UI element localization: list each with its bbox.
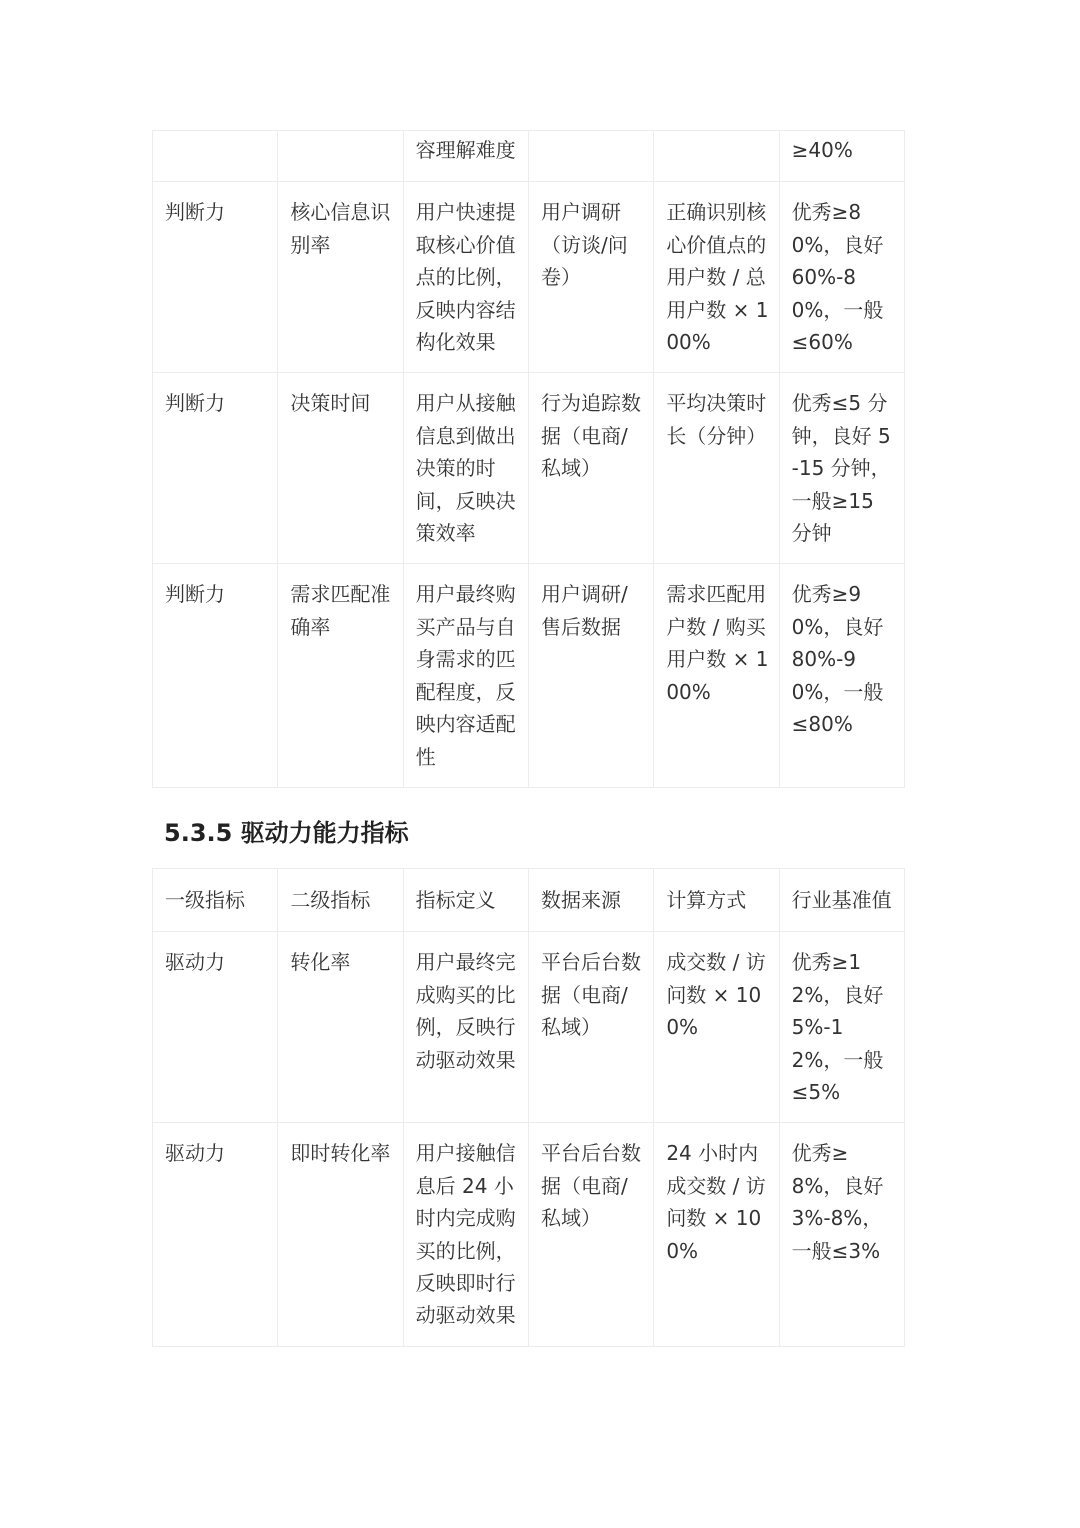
cell-formula: 需求匹配用户数 / 购买用户数 × 100% bbox=[654, 564, 779, 787]
cell-level2: 即时转化率 bbox=[278, 1123, 403, 1346]
cell-benchmark: ≥40% bbox=[779, 131, 904, 182]
header-level2: 二级指标 bbox=[278, 869, 403, 932]
cell-level2 bbox=[278, 131, 403, 182]
header-benchmark: 行业基准值 bbox=[779, 869, 904, 932]
table-row bbox=[153, 373, 905, 564]
header-formula: 计算方式 bbox=[654, 869, 779, 932]
cell-level2: 需求匹配准确率 bbox=[278, 564, 403, 787]
table-row bbox=[153, 932, 905, 1123]
cell-level1: 驱动力 bbox=[153, 1123, 278, 1346]
table-row bbox=[153, 1123, 905, 1346]
cell-benchmark: 优秀≥12%，良好 5%-12%，一般≤5% bbox=[779, 932, 904, 1123]
cell-level1: 驱动力 bbox=[153, 932, 278, 1123]
table-row bbox=[153, 182, 905, 373]
indicator-table-continued bbox=[152, 130, 905, 788]
cell-formula: 平均决策时长（分钟） bbox=[654, 373, 779, 564]
table-header-row bbox=[153, 869, 905, 932]
cell-level2: 决策时间 bbox=[278, 373, 403, 564]
cell-source: 平台后台数据（电商/私域） bbox=[528, 932, 653, 1123]
cell-benchmark: 优秀≤5 分钟，良好 5-15 分钟，一般≥15 分钟 bbox=[779, 373, 904, 564]
cell-formula: 成交数 / 访问数 × 100% bbox=[654, 932, 779, 1123]
cell-benchmark: 优秀≥80%，良好 60%-80%，一般≤60% bbox=[779, 182, 904, 373]
cell-level2: 核心信息识别率 bbox=[278, 182, 403, 373]
cell-level2: 转化率 bbox=[278, 932, 403, 1123]
cell-benchmark: 优秀≥8%，良好 3%-8%，一般≤3% bbox=[779, 1123, 904, 1346]
cell-definition: 用户接触信息后 24 小时内完成购买的比例，反映即时行动驱动效果 bbox=[403, 1123, 528, 1346]
cell-source: 用户调研/售后数据 bbox=[528, 564, 653, 787]
cell-formula bbox=[654, 131, 779, 182]
header-definition: 指标定义 bbox=[403, 869, 528, 932]
cell-source bbox=[528, 131, 653, 182]
cell-definition: 用户最终完成购买的比例，反映行动驱动效果 bbox=[403, 932, 528, 1123]
section-heading: 5.3.5 驱动力能力指标 bbox=[164, 819, 409, 847]
cell-level1 bbox=[153, 131, 278, 182]
cell-source: 行为追踪数据（电商/私域） bbox=[528, 373, 653, 564]
cell-formula: 24 小时内成交数 / 访问数 × 100% bbox=[654, 1123, 779, 1346]
cell-level1: 判断力 bbox=[153, 373, 278, 564]
table-row bbox=[153, 131, 905, 182]
cell-source: 平台后台数据（电商/私域） bbox=[528, 1123, 653, 1346]
table-row bbox=[153, 564, 905, 787]
cell-level1: 判断力 bbox=[153, 182, 278, 373]
header-level1: 一级指标 bbox=[153, 869, 278, 932]
cell-definition: 用户从接触信息到做出决策的时间，反映决策效率 bbox=[403, 373, 528, 564]
cell-level1: 判断力 bbox=[153, 564, 278, 787]
cell-definition: 用户最终购买产品与自身需求的匹配程度，反映内容适配性 bbox=[403, 564, 528, 787]
driving-force-indicator-table bbox=[152, 868, 905, 1347]
cell-definition: 用户快速提取核心价值点的比例，反映内容结构化效果 bbox=[403, 182, 528, 373]
header-source: 数据来源 bbox=[528, 869, 653, 932]
cell-benchmark: 优秀≥90%，良好 80%-90%，一般≤80% bbox=[779, 564, 904, 787]
cell-source: 用户调研（访谈/问卷） bbox=[528, 182, 653, 373]
cell-definition: 容理解难度 bbox=[403, 131, 528, 182]
cell-formula: 正确识别核心价值点的用户数 / 总用户数 × 100% bbox=[654, 182, 779, 373]
